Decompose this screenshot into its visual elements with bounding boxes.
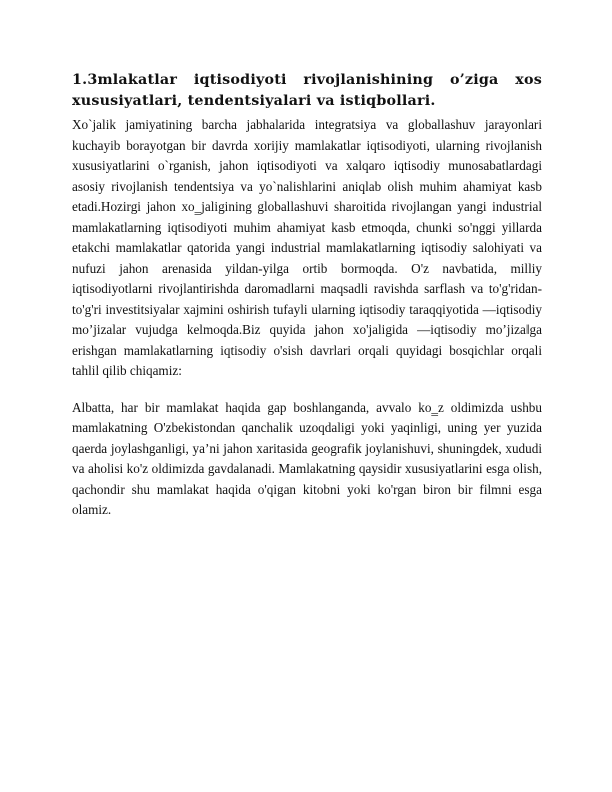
paragraph-1: Xo`jalik jamiyatining barcha jabhalarida integratsiya va globallashuv jarayonlari kuchayib borayotgan bir davrda xorijiy mamlakatlar iqtisodiyoti, ularning rivojlanish xususiyatlarini o`rganish, jahon iqtisodiyoti va xalqaro iqtisodiy munosabatlardagi asosiy rivojlanish tendentsiya va yo`nalishlarini aniqlab olish muhim ahamiyat kasb etadi.Hozirgi jahon xo‗jaligining globallashuvi sharoitida rivojlangan yangi industrial mamlakatlarning iqtisodiyoti muhim ahamiyat kasb etmoqda, chunki so'nggi yillarda etakchi mamlakatlar qatorida yangi industrial mamlakatlarning iqtisodiy salohiyati va nufuzi jahon arenasida yildan-yilga ortib bormoqda. O'z navbatida, milliy iqtisodiyotlarni rivojlantirishda daromadlarni maqsadli ravishda sarflash va to'g'ridan-to'g'ri investitsiyalar xajmini oshirish tufayli ularning iqtisodiy taraqqiyotida ―iqtisodiy mo’jizalar vujudga kelmoqda.Biz quyida jahon xo'jaligida ―iqtisodiy mo’jiza‖ga erishgan mamlakatlarning iqtisodiy o'sish davrlari orqali quyidagi bosqichlar orqali tahlil qilib chiqamiz: (72, 117, 542, 378)
section-heading: 1.3mlakatlar iqtisodiyoti rivojlanishining o’ziga xos xususiyatlari, tendentsiyalari va istiqbollari. (72, 72, 542, 109)
document-page (72, 70, 542, 521)
paragraph-2: Albatta, har bir mamlakat haqida gap boshlanganda, avvalo ko‗z oldimizda ushbu mamlakatning O'zbekistondan qanchalik uzoqdaligi yoki yaqinligi, uning yer yuzida qaerda joylashganligi, ya’ni jahon xaritasida geografik joylanishuvi, shuningdek, xududi va aholisi ko'z oldimizda gavdalanadi. Mamlakatning qaysidir xususiyatlarini esga olish, qachondir shu mamlakat haqida o'qigan kitobni yoki ko'rgan biron bir filmni esga olamiz. (72, 399, 542, 517)
